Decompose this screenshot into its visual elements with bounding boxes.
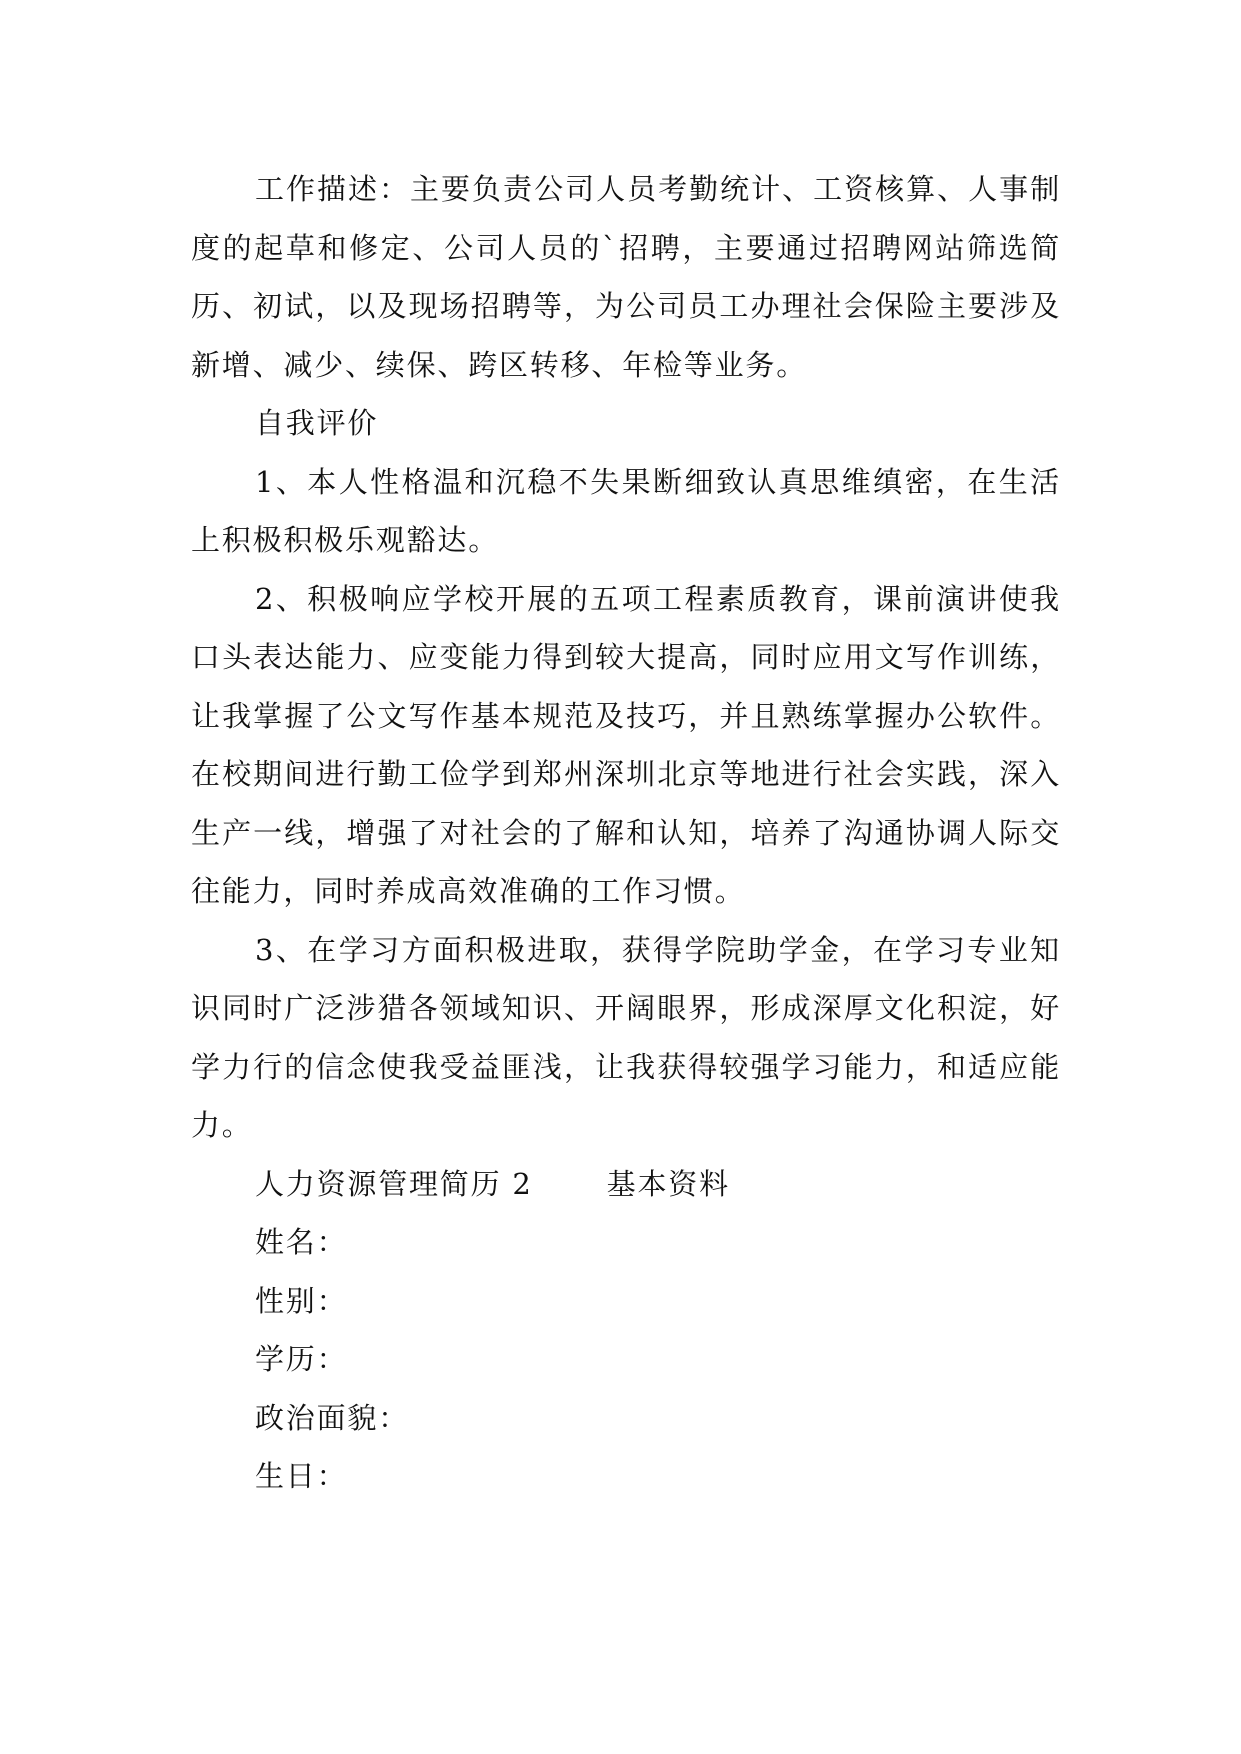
self-evaluation-item-3: 3、在学习方面积极进取，获得学院助学金，在学习专业知识同时广泛涉猎各领域知识、开阔眼界，形成深厚文化积淀，好学力行的信念使我受益匪浅，让我获得较强学习能力，和适应能力。 (191, 932, 1061, 1142)
field-name: 姓名： (255, 1225, 348, 1259)
resume-2-title: 人力资源管理简历 2 (255, 1166, 533, 1201)
field-birthday: 生日： (255, 1459, 348, 1493)
self-evaluation-item-2: 2、积极响应学校开展的五项工程素质教育，课前演讲使我口头表达能力、应变能力得到较大提高，同时应用文写作训练，让我掌握了公文写作基本规范及技巧，并且熟练掌握办公软件。在校期间进行勤工俭学到郑州深圳北京等地进行社会实践，深入生产一线，增强了对社会的了解和认知，培养了沟通协调人际交往能力，同时养成高效准确的工作习惯。 (191, 581, 1061, 908)
self-evaluation-item-1: 1、本人性格温和沉稳不失果断细致认真思维缜密，在生活上积极积极乐观豁达。 (191, 464, 1061, 557)
field-education: 学历： (255, 1342, 348, 1376)
field-gender: 性别： (255, 1283, 348, 1318)
resume-2-heading-line (191, 1155, 1061, 1214)
basic-info-heading: 基本资料 (606, 1166, 730, 1201)
document-body (191, 160, 1061, 1506)
self-evaluation-heading: 自我评价 (255, 406, 379, 440)
field-political-status: 政治面貌： (255, 1400, 410, 1435)
work-description-paragraph: 工作描述：主要负责公司人员考勤统计、工资核算、人事制度的起草和修定、公司人员的`招聘，主要通过招聘网站筛选简历、初试，以及现场招聘等，为公司员工办理社会保险主要涉及新增、减少、续保、跨区转移、年检等业务。 (191, 172, 1061, 382)
